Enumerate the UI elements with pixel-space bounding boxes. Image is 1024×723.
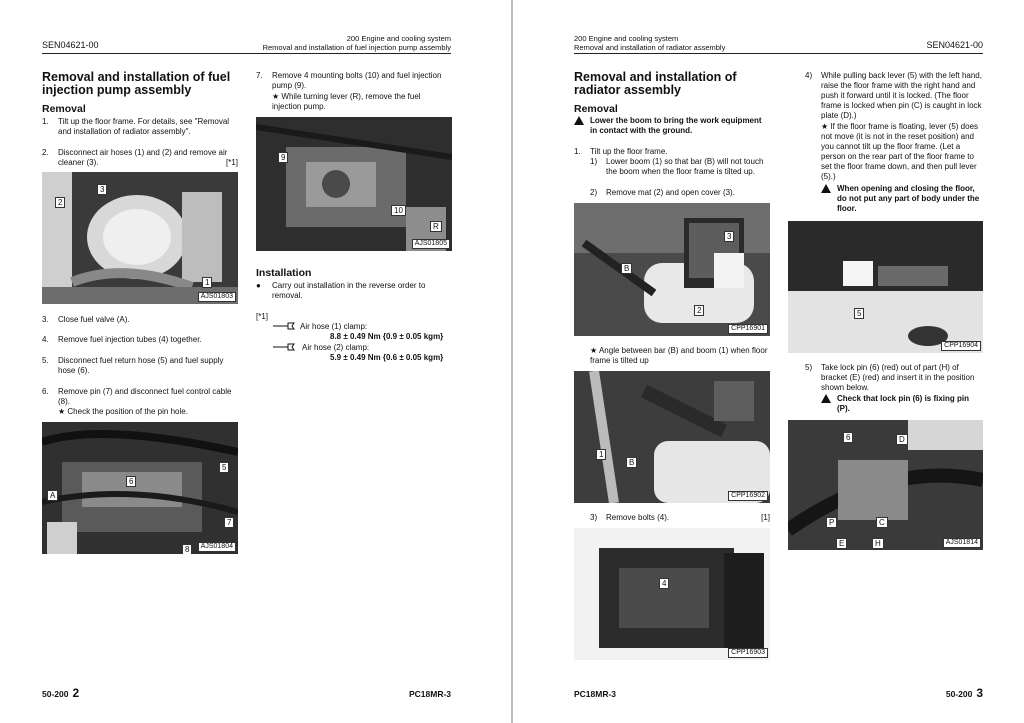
- left-page: SEN04621-00 200 Engine and cooling system Removal and installation of fuel injection pump assembly Removal and installation of fuel injection pump assembly Removal 1. Tilt up the floor frame. For details, see "Removal and installation of radiator assembly". 2. Disconnect air hoses (1) and (2) and remove air cleaner (3). [*1] 2 3 1 AJS01803 3. Close fuel valve (A). 4. Remove fuel injection tubes (4) together. 5. Disconnect fuel return hose (5) and fuel supply hose (6). 6. Remove pin (7) and disconnect fuel control cable (8). ★ Check the position of the pin hole. A 6 5 7 8 AJS01804 7. Remove 4 mounting bolts (10) and fuel injection pump (9). ★ While turning lever (R), remove the fuel injection pump. 9 10 R AJS01805 Installation ● Carry out installation in the reverse order to removal. [*1] Air hose (1) clamp: 8.8 ± 0.49 Nm {0.9 ± 0.05 kgm} Air hose (2) clamp: 5.9 ± 0.49 Nm {0.6 ± 0.05 kgm} 50-200 2 PC18MR-3: [0, 0, 511, 723]
- photo-code: AJS01803: [198, 292, 236, 302]
- footer-page: 50-200 2: [42, 686, 80, 700]
- sub-step-4-note: ★ If the floor frame is floating, lever (5) does not move (it is not in the reset position) and you cannot tilt up the floor frame. (Let a person on the rear part of the floor frame to set the floor frame down, and then pull lever (5).): [821, 122, 979, 181]
- warning-icon: [821, 394, 831, 403]
- header-rule: [574, 53, 983, 54]
- warning-icon: [821, 184, 831, 193]
- ref-mark: [*1]: [256, 312, 269, 321]
- footer-model: PC18MR-3: [574, 689, 617, 699]
- photo-code: CPP16904: [941, 341, 981, 351]
- photo-angle-bar-boom: 1 B CPP16902: [574, 371, 770, 503]
- header-rule: [42, 53, 451, 54]
- photo-code: CPP16902: [728, 491, 768, 501]
- step-6-note: ★ Check the position of the pin hole.: [58, 407, 188, 416]
- warning-icon: [574, 116, 584, 125]
- installation-heading: Installation: [256, 267, 312, 279]
- wrench-icon: [272, 322, 296, 333]
- photo-injection-pump-bolts: 9 10 R AJS01805: [256, 117, 452, 251]
- photo-lever: 5 CPP16904: [788, 221, 983, 353]
- header-section: 200 Engine and cooling system: [346, 34, 451, 43]
- photo-injection-pump-side: A 6 5 7 8 AJS01804: [42, 422, 238, 554]
- photo-air-cleaner: 2 3 1 AJS01803: [42, 172, 238, 304]
- wrench-icon: [272, 343, 296, 354]
- photo-code: AJS01804: [198, 542, 236, 552]
- angle-note: ★ Angle between bar (B) and boom (1) when floor frame is tilted up: [590, 346, 768, 365]
- photo-remove-bolts: 4 CPP16903: [574, 528, 770, 660]
- doc-code: SEN04621-00: [926, 40, 983, 50]
- page-title: Removal and installation of fuel injection pump assembly: [42, 70, 231, 97]
- removal-heading: Removal: [42, 103, 86, 115]
- footer-model: PC18MR-3: [409, 689, 452, 699]
- doc-code: SEN04621-00: [42, 40, 99, 50]
- photo-excavator-boom: B 3 2 CPP16901: [574, 203, 770, 336]
- photo-code: CPP16901: [728, 324, 768, 334]
- header-title: Removal and installation of radiator assembly: [574, 43, 726, 52]
- removal-heading: Removal: [574, 103, 618, 115]
- header-title: Removal and installation of fuel injection pump assembly: [262, 43, 451, 52]
- page-title: Removal and installation of radiator assembly: [574, 70, 737, 97]
- footer-page: 50-200 3: [945, 686, 983, 700]
- photo-lock-pin: 6 D P C E H AJS01814: [788, 420, 983, 550]
- photo-code: AJS01814: [943, 538, 981, 548]
- right-page: 200 Engine and cooling system Removal and installation of radiator assembly SEN04621-00 Removal and installation of radiator assembly Removal Lower the boom to bring the work equipment in contact with the ground. 1. Tilt up the floor frame. 1) Lower boom (1) so that bar (B) will not touch the boom when the floor frame is tilted up. 2) Remove mat (2) and open cover (3). B 3 2 CPP16901 ★ Angle between bar (B) and boom (1) when floor frame is tilted up 1 B CPP16902 3) Remove bolts (4). [1] 4 CPP16903 4) While pulling back lever (5) with the left hand, raise the floor frame with the right hand and push it forward until it is locked. (The floor frame is locked when pin (C) is caught in lock plate (D).) ★ If the floor frame is floating, lever (5) does not move (it is not in the reset position) and you cannot tilt up the floor frame. (Let a person on the rear part of the floor frame to set the floor frame down, and then pull lever (5).) When opening and closing the floor, do not put any part of body under the floor. 5 CPP16904 5) Take lock pin (6) (red) out of part (H) of bracket (E) (red) and insert it in the position shown below. Check that lock pin (6) is fixing pin (P). 6 D P C E H AJS01814 PC18MR-3 50-200 3: [513, 0, 1024, 723]
- photo-code: CPP16903: [728, 648, 768, 658]
- photo-code: AJS01805: [412, 239, 450, 249]
- step-7-note: ★ While turning lever (R), remove the fuel injection pump.: [272, 92, 421, 111]
- header-section: 200 Engine and cooling system: [574, 34, 679, 43]
